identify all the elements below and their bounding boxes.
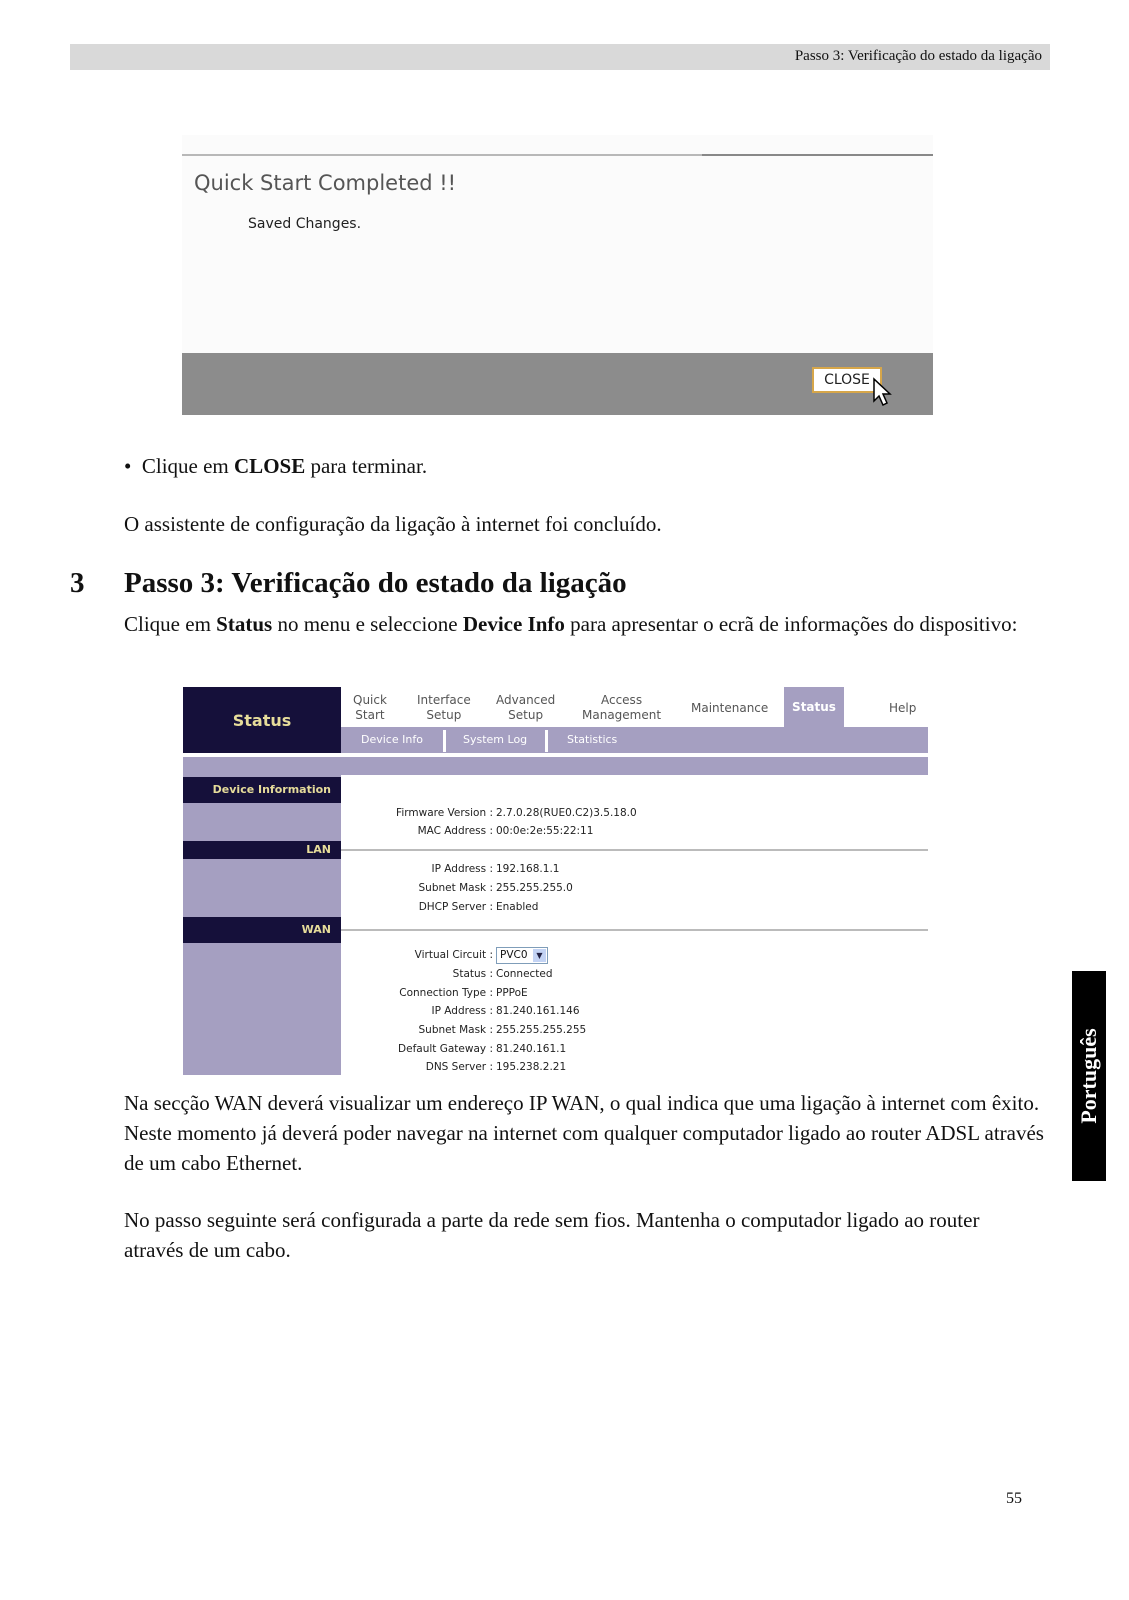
divider: [341, 929, 928, 931]
dns-label: DNS Server :: [425, 1061, 493, 1073]
nav-access-management[interactable]: Access Management: [582, 693, 662, 722]
dns-value: 195.238.2.21: [496, 1061, 567, 1073]
divider: [443, 730, 446, 752]
subnav-statistics[interactable]: Statistics: [567, 733, 618, 746]
running-header: [70, 44, 1050, 70]
quick-start-screenshot: [182, 135, 933, 415]
bold-device-info: Device Info: [462, 612, 565, 636]
mac-label: MAC Address :: [417, 825, 493, 837]
bullet-text-end: para terminar.: [305, 454, 428, 478]
section-lan: LAN: [183, 841, 341, 859]
device-info-screenshot: [183, 687, 928, 1075]
subnav-device-info[interactable]: Device Info: [361, 733, 423, 746]
mac-value: 00:0e:2e:55:22:11: [496, 825, 594, 837]
wan-status-value: Connected: [496, 968, 553, 980]
page-number: 55: [1006, 1490, 1022, 1507]
wan-mask-label: Subnet Mask :: [418, 1024, 493, 1036]
dhcp-label: DHCP Server :: [418, 901, 493, 913]
section-number: 3: [70, 567, 85, 599]
firmware-value: 2.7.0.28(RUE0.C2)3.5.18.0: [496, 807, 637, 819]
running-title: Passo 3: Verificação do estado da ligação: [794, 48, 1042, 64]
lan-mask-label: Subnet Mask :: [418, 882, 493, 894]
quick-start-title: Quick Start Completed !!: [194, 171, 457, 195]
paragraph-instructions: [124, 609, 1044, 639]
bullet-text: Clique em: [141, 454, 235, 478]
wan-mask-value: 255.255.255.255: [496, 1024, 587, 1036]
saved-message: Saved Changes.: [248, 216, 362, 232]
vc-label: Virtual Circuit :: [414, 949, 493, 961]
language-tab: [1072, 971, 1106, 1181]
bold-status: Status: [216, 612, 273, 636]
bullet-instruction: [124, 451, 427, 481]
divider: [341, 849, 928, 851]
divider: [182, 154, 702, 156]
text: Clique em: [124, 612, 217, 636]
nav-status[interactable]: Status: [784, 687, 844, 727]
main-nav: [341, 687, 928, 727]
sub-nav: [341, 727, 928, 753]
lan-mask-value: 255.255.255.0: [496, 882, 573, 894]
divider: [545, 730, 548, 752]
band: [183, 757, 928, 775]
status-logo: Status: [183, 687, 341, 753]
wan-ip-label: IP Address :: [431, 1005, 493, 1017]
text: no menu e seleccione: [272, 612, 463, 636]
wan-status-label: Status :: [452, 968, 493, 980]
nav-interface-setup[interactable]: Interface Setup: [417, 693, 471, 722]
vc-value: PVC0: [500, 949, 528, 961]
subnav-system-log[interactable]: System Log: [463, 733, 528, 746]
nav-maintenance[interactable]: Maintenance: [691, 701, 769, 715]
section-title: Passo 3: Verificação do estado da ligação: [124, 567, 627, 599]
gateway-label: Default Gateway :: [398, 1043, 493, 1055]
nav-advanced-setup[interactable]: Advanced Setup: [496, 693, 556, 722]
bullet-mark: •: [124, 454, 142, 478]
bullet-bold: CLOSE: [234, 454, 306, 478]
divider: [702, 154, 933, 156]
text: para apresentar o ecrã de informações do dispositivo:: [564, 612, 1018, 636]
lan-ip-value: 192.168.1.1: [496, 863, 560, 875]
dhcp-value: Enabled: [496, 901, 539, 913]
paragraph-next-step: No passo seguinte será configurada a parte da rede sem fios. Mantenha o computador ligado ao router através de um cabo.: [124, 1208, 980, 1262]
paragraph-wan-info: Na secção WAN deverá visualizar um endereço IP WAN, o qual indica que uma ligação à internet com êxito. Neste momento já deverá poder navegar na internet com qualquer computador ligado ao router ADSL através de um cabo Ethernet.: [124, 1091, 1044, 1175]
close-button[interactable]: CLOSE: [812, 367, 882, 393]
paragraph-wizard-done: O assistente de configuração da ligação à internet foi concluído.: [124, 512, 662, 536]
nav-help[interactable]: Help: [889, 701, 917, 715]
conn-type-label: Connection Type :: [399, 987, 493, 999]
conn-type-value: PPPoE: [496, 987, 528, 999]
nav-quick-start[interactable]: Quick Start: [353, 693, 387, 722]
section-device-information: Device Information: [183, 777, 341, 803]
language-label: Português: [1076, 1028, 1101, 1124]
gateway-value: 81.240.161.1: [496, 1043, 567, 1055]
virtual-circuit-select[interactable]: [496, 947, 548, 964]
firmware-label: Firmware Version :: [396, 807, 493, 819]
wan-ip-value: 81.240.161.146: [496, 1005, 580, 1017]
lan-ip-label: IP Address :: [431, 863, 493, 875]
button-bar: [182, 353, 933, 415]
section-wan: WAN: [183, 917, 341, 943]
mouse-cursor-icon: [872, 377, 894, 407]
chevron-down-icon: ▼: [533, 949, 546, 962]
